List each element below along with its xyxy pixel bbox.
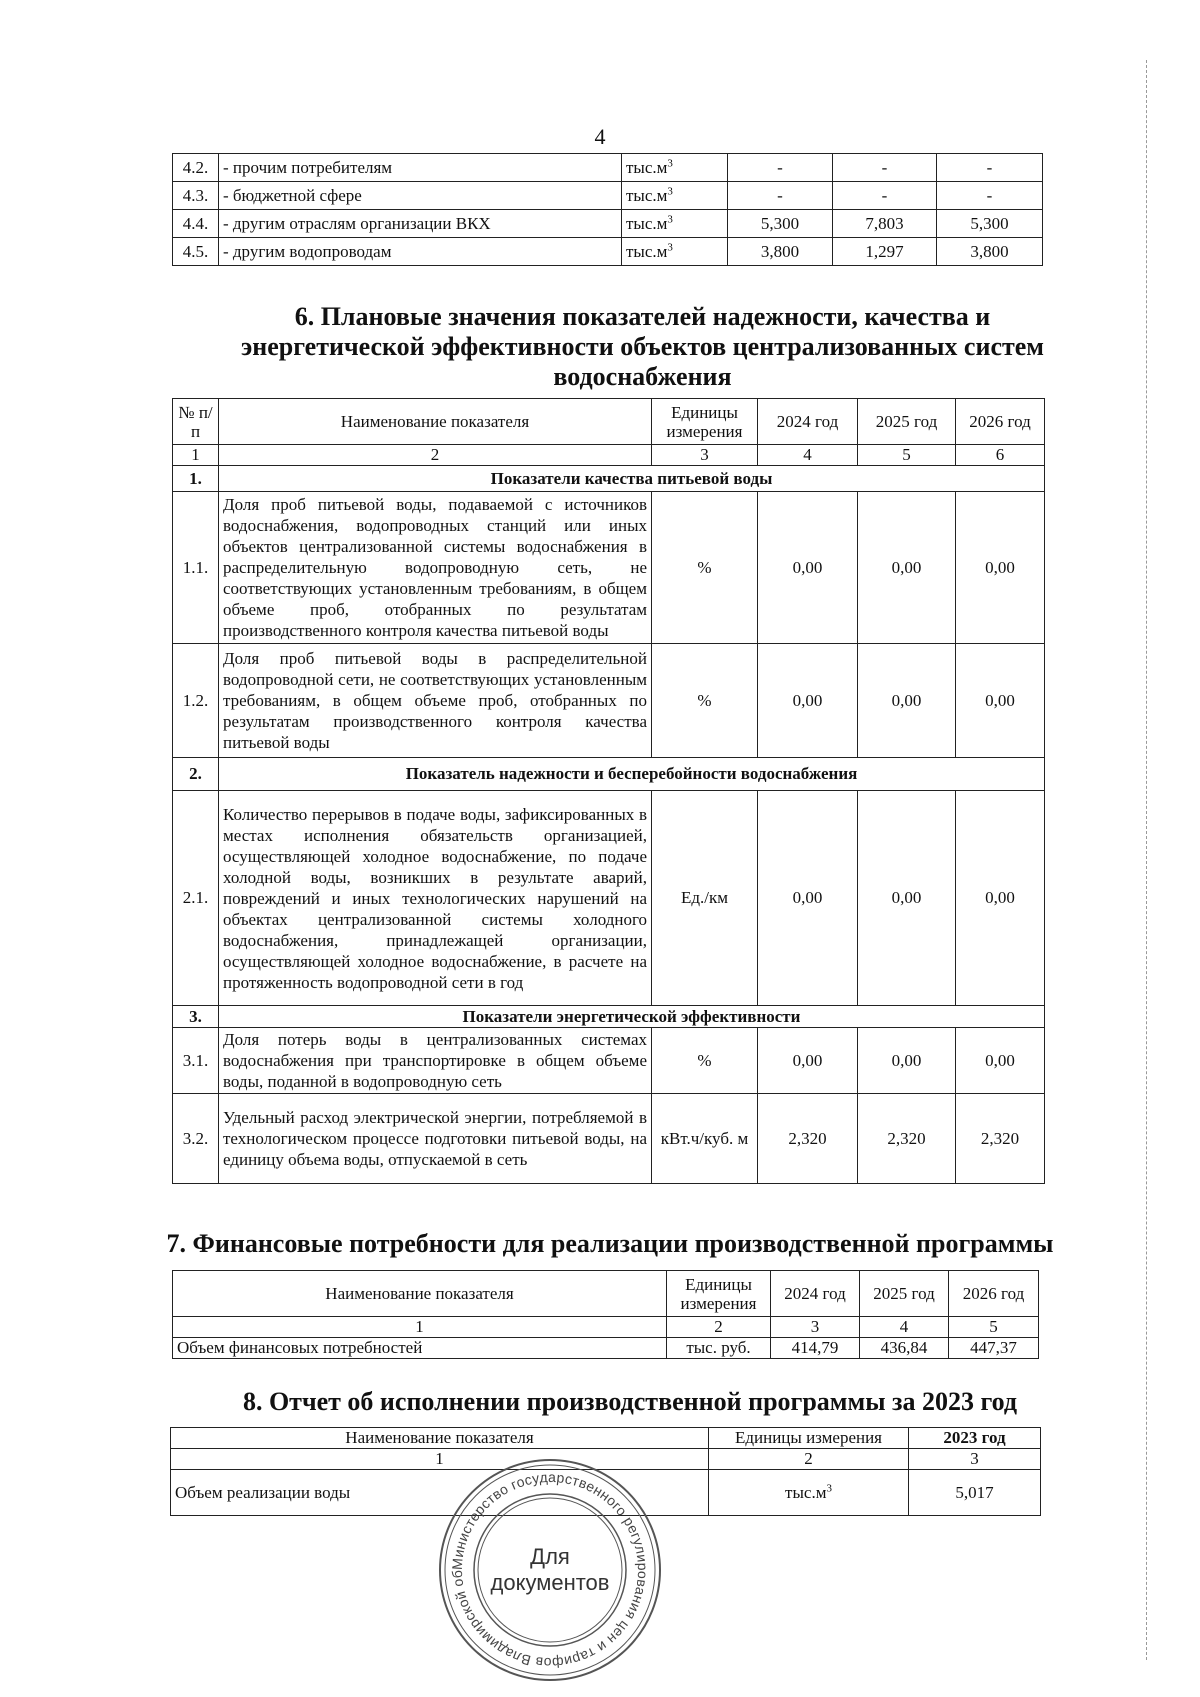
section7-heading: 7. Финансовые потребности для реализации производственной программы xyxy=(166,1229,1054,1258)
row-number: 4.3. xyxy=(173,182,219,210)
value-2024: 0,00 xyxy=(758,1028,858,1094)
group-number: 2. xyxy=(173,758,219,791)
value-2024: 2,320 xyxy=(758,1094,858,1184)
group-number: 1. xyxy=(173,466,219,492)
row-number: 3.1. xyxy=(173,1028,219,1094)
value-2024: - xyxy=(728,182,833,210)
row-name: Объем финансовых потребностей xyxy=(173,1338,667,1359)
table-row xyxy=(173,644,1045,758)
value-2025: - xyxy=(833,154,937,182)
stamp-ring-text: Министерство государственного регулирования цен и тарифов Владимирской об xyxy=(448,1468,652,1672)
official-stamp xyxy=(435,1455,665,1685)
header-unit: Единицы измерения xyxy=(652,399,758,445)
row-name: Объем реализации воды xyxy=(171,1470,709,1516)
header-2024: 2024 год xyxy=(758,399,858,445)
value-2026: 3,800 xyxy=(937,238,1043,266)
col-num-1: 1 xyxy=(173,1317,667,1338)
value-2026: 447,37 xyxy=(949,1338,1039,1359)
header-2024: 2024 год xyxy=(771,1271,860,1317)
header-num: № п/п xyxy=(173,399,219,445)
page-number: 4 xyxy=(594,124,606,149)
col-num-5: 5 xyxy=(949,1317,1039,1338)
value-2023: 5,017 xyxy=(909,1470,1041,1516)
value-2025: - xyxy=(833,182,937,210)
value-2026: 0,00 xyxy=(956,1028,1045,1094)
row-number: 1.2. xyxy=(173,644,219,758)
row-unit: % xyxy=(652,492,758,644)
col-num-3: 3 xyxy=(909,1449,1041,1470)
row-name: Доля потерь воды в централизованных системах водоснабжения при транспортировке в общем объеме воды, поданной в водопроводную сеть xyxy=(219,1028,652,1094)
value-2024: 3,800 xyxy=(728,238,833,266)
value-2025: 7,803 xyxy=(833,210,937,238)
col-num-4: 4 xyxy=(860,1317,949,1338)
table-row xyxy=(173,238,1043,266)
row-name: Удельный расход электрической энергии, потребляемой в технологическом процессе подготовки питьевой воды, на единицу объема воды, отпускаемой в сеть xyxy=(219,1094,652,1184)
row-number: 4.5. xyxy=(173,238,219,266)
group-row xyxy=(173,466,1045,492)
section7-table xyxy=(172,1270,1039,1359)
value-2024: - xyxy=(728,154,833,182)
table-header-row xyxy=(173,399,1045,445)
col-num-4: 4 xyxy=(758,445,858,466)
col-num-1: 1 xyxy=(173,445,219,466)
row-unit: $тыс.м^3$ xyxy=(622,210,728,238)
section8-heading: 8. Отчет об исполнении производственной программы за 2023 год xyxy=(242,1387,1018,1416)
col-num-2: 2 xyxy=(219,445,652,466)
value-2026: 0,00 xyxy=(956,492,1045,644)
header-2026: 2026 год xyxy=(949,1271,1039,1317)
col-num-2: 2 xyxy=(667,1317,771,1338)
header-name: Наименование показателя xyxy=(219,399,652,445)
row-unit: % xyxy=(652,1028,758,1094)
table-row xyxy=(173,210,1043,238)
continuation-table xyxy=(172,153,1043,266)
col-num-6: 6 xyxy=(956,445,1045,466)
value-2026: 5,300 xyxy=(937,210,1043,238)
value-2025: 436,84 xyxy=(860,1338,949,1359)
table-row xyxy=(173,492,1045,644)
table-row xyxy=(173,1094,1045,1184)
value-2024: 0,00 xyxy=(758,791,858,1006)
value-2024: 5,300 xyxy=(728,210,833,238)
header-name: Наименование показателя xyxy=(171,1428,709,1449)
row-unit: кВт.ч/куб. м xyxy=(652,1094,758,1184)
row-unit: $тыс.м^3$ xyxy=(709,1470,909,1516)
col-num-2: 2 xyxy=(709,1449,909,1470)
row-number: 2.1. xyxy=(173,791,219,1006)
value-2025: 0,00 xyxy=(858,644,956,758)
table-row xyxy=(173,1028,1045,1094)
row-unit: Ед./км xyxy=(652,791,758,1006)
group-title: Показатель надежности и бесперебойности водоснабжения xyxy=(219,758,1045,791)
table-row xyxy=(173,1338,1039,1359)
row-number: 4.2. xyxy=(173,154,219,182)
col-num-5: 5 xyxy=(858,445,956,466)
group-row xyxy=(173,1006,1045,1028)
table-header-row xyxy=(173,1271,1039,1317)
header-name: Наименование показателя xyxy=(173,1271,667,1317)
row-name: Доля проб питьевой воды в распределительной водопроводной сети, не соответствующих установленным требованиям, в общем объеме проб, отобранных по результатам производственного контроля качества питьевой воды xyxy=(219,644,652,758)
value-2024: 414,79 xyxy=(771,1338,860,1359)
header-2023: 2023 год xyxy=(909,1428,1041,1449)
row-name: - прочим потребителям xyxy=(219,154,622,182)
col-num-3: 3 xyxy=(652,445,758,466)
row-unit: $тыс.м^3$ xyxy=(622,238,728,266)
group-title: Показатели качества питьевой воды xyxy=(219,466,1045,492)
row-unit: $тыс.м^3$ xyxy=(622,154,728,182)
group-title: Показатели энергетической эффективности xyxy=(219,1006,1045,1028)
col-num-1: 1 xyxy=(171,1449,709,1470)
table-row xyxy=(173,154,1043,182)
section6-table xyxy=(172,398,1045,1184)
row-name: - другим водопроводам xyxy=(219,238,622,266)
col-num-3: 3 xyxy=(771,1317,860,1338)
header-2026: 2026 год xyxy=(956,399,1045,445)
scan-edge-line xyxy=(1146,60,1147,1660)
header-unit: Единицы измерения xyxy=(709,1428,909,1449)
value-2026: 2,320 xyxy=(956,1094,1045,1184)
row-number: 1.1. xyxy=(173,492,219,644)
value-2025: 1,297 xyxy=(833,238,937,266)
column-number-row xyxy=(173,1317,1039,1338)
stamp-center-line1: Для xyxy=(530,1544,570,1569)
value-2025: 0,00 xyxy=(858,1028,956,1094)
row-unit: тыс. руб. xyxy=(667,1338,771,1359)
value-2024: 0,00 xyxy=(758,644,858,758)
value-2025: 0,00 xyxy=(858,791,956,1006)
value-2026: - xyxy=(937,154,1043,182)
table-header-row xyxy=(171,1428,1041,1449)
header-unit: Единицы измерения xyxy=(667,1271,771,1317)
row-name: - бюджетной сфере xyxy=(219,182,622,210)
column-number-row xyxy=(173,445,1045,466)
value-2026: 0,00 xyxy=(956,791,1045,1006)
row-name: Количество перерывов в подаче воды, зафиксированных в местах исполнения обязательств организацией, осуществляющей холодное водоснабжение, по подаче холодной воды, возникших в результате аварий, повреждений и иных технологических нарушений на объектах централизованной системы холодного водоснабжения, принадлежащей организации, осуществляющей холодное водоснабжение, в расчете на протяженность водопроводной сети в год xyxy=(219,791,652,1006)
section6-heading: 6. Плановые значения показателей надежности, качества и энергетической эффективности объектов централизованных систем водоснабжения xyxy=(240,302,1045,391)
value-2025: 2,320 xyxy=(858,1094,956,1184)
value-2026: 0,00 xyxy=(956,644,1045,758)
row-number: 4.4. xyxy=(173,210,219,238)
table-row xyxy=(173,182,1043,210)
value-2025: 0,00 xyxy=(858,492,956,644)
header-2025: 2025 год xyxy=(858,399,956,445)
row-unit: $тыс.м^3$ xyxy=(622,182,728,210)
stamp-center-line2: документов xyxy=(490,1570,610,1595)
value-2024: 0,00 xyxy=(758,492,858,644)
group-number: 3. xyxy=(173,1006,219,1028)
table-row xyxy=(173,791,1045,1006)
value-2026: - xyxy=(937,182,1043,210)
row-name: - другим отраслям организации ВКХ xyxy=(219,210,622,238)
header-2025: 2025 год xyxy=(860,1271,949,1317)
group-row xyxy=(173,758,1045,791)
row-unit: % xyxy=(652,644,758,758)
row-name: Доля проб питьевой воды, подаваемой с источников водоснабжения, водопроводных станций или иных объектов централизованной системы водоснабжения в распределительную водопроводную сеть, не соответствующих установленным требованиям, в общем объеме проб, отобранных по результатам производственного контроля качества питьевой воды xyxy=(219,492,652,644)
row-number: 3.2. xyxy=(173,1094,219,1184)
